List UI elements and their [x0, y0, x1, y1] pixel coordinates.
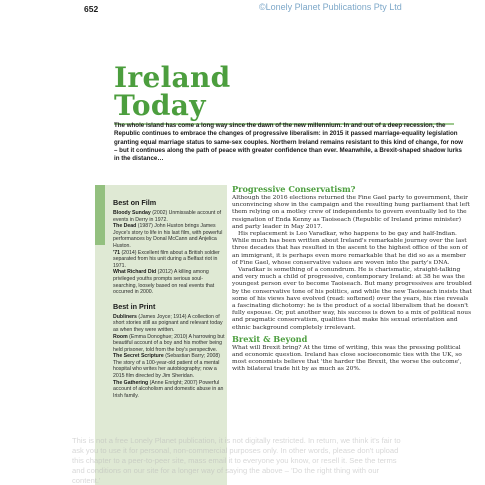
section-heading-brexit: Brexit & Beyond: [232, 333, 308, 344]
chapter-title-line2: Today: [114, 89, 206, 122]
film-entry: [113, 269, 225, 295]
film-title: Bloody Sunday: [113, 210, 151, 216]
best-on-film-heading: Best on Film: [113, 198, 157, 207]
page-number: 652: [84, 4, 99, 14]
book-entry: [113, 314, 225, 334]
article-paragraph: His replacement is Leo Varadkar, who happens to be gay and half-Indian. While much has been written about Ireland's remarkable journey over the last three decades that has resulted in the ascent to the highest office of the son of an immigrant, it is perhaps even more remarkable that he did so as a member of Fine Gael, whose conservative values are woven into the party's DNA.: [232, 231, 468, 266]
copyright-notice: ©Lonely Planet Publications Pty Ltd: [259, 2, 402, 12]
book-description: (Emma Donoghue; 2010) A harrowing but beautiful account of a boy and his mother being held prisoner, told from the boy's perspective.: [113, 333, 225, 353]
book-description: (Anne Enright; 2007) Powerful account of alcoholism and domestic abuse in an Irish family.: [113, 379, 224, 399]
book-title: The Gathering: [113, 379, 149, 386]
chapter-title: [114, 61, 454, 125]
film-entry: [113, 223, 225, 249]
book-description: (James Joyce; 1914) A collection of short stories still as poignant and relevant today as when they were written.: [113, 313, 223, 333]
best-in-print-heading: Best in Print: [113, 301, 156, 311]
section-heading-progressive-conservatism: Progressive Conservatism?: [232, 184, 356, 194]
book-entry: [113, 353, 225, 379]
book-entry: [113, 380, 225, 400]
article-paragraph: Varadkar is something of a conundrum. He is charismatic, straight-talking and very much a child of progressive, contemporary Ireland: at 38 he was the youngest person ever to become Taoiseach. But many progressives are troubled by the conservative tone of his politics, and while the new Taoiseach insists that some of his views have evolved (read: softened) over the years, his rise reveals a fascinating dichotomy: he is the product of a social liberalism that he doesn't fully espouse. Or, put another way, his success is down to a mix of political nous and pragmatic conservatism, qualities that make his sexual orientation and ethnic background completely irrelevant.: [232, 267, 472, 331]
film-title: '71: [113, 249, 121, 256]
main-article: [232, 184, 472, 374]
license-watermark: This is not a free Lonely Planet publication, it is not digitally restricted. In return, we think it's fair to ask you to use it for personal, non-commercial purposes only. In other words, please don't upload this chapter to a peer-to-peer site, mass email it to everyone you know, or resell it. See the terms and conditions on our site for a longer way of saying the above – 'Do the right thing with our content.': [72, 436, 401, 485]
film-entry: [113, 210, 225, 223]
film-entry: [113, 250, 225, 270]
sidebar-accent-bar: [95, 185, 105, 245]
film-description: (1987) John Huston brings James Joyce's story to life in his last film, with powerful performances by Donal McCann and Anjelica Huston.: [113, 223, 223, 249]
film-title: The Dead: [113, 223, 137, 230]
article-paragraph: Although the 2016 elections returned the Fine Gael party to government, their unconvincing show in the campaign and the resulting hung parliament that left them relying on a motley crew of independents to govern eventually led to the resignation of Enda Kenny as Taoiseach (Republic of Ireland prime minister) and party leader in May 2017.: [232, 195, 470, 230]
book-entry: [113, 334, 225, 354]
film-description: (2002) Unmissable account of events in Derry in 1972.: [113, 210, 222, 223]
chapter-title-line1: Ireland: [114, 61, 231, 94]
book-description: (Sebastian Barry; 2008) The story of a 100-year-old patient of a mental hospital who writes her autobiography; now a 2015 film directed by Jim Sheridan.: [113, 353, 220, 380]
book-title: The Secret Scripture: [113, 353, 164, 360]
book-title: Room: [113, 333, 128, 340]
sidebar-content: [113, 198, 225, 399]
film-description: (2014) Excellent film about a British soldier separated from his unit during a Belfast riot in 1971.: [113, 249, 220, 269]
intro-paragraph: The whole island has come a long way since the dawn of the new millennium. In and out of a deep recession, the Republic continues to embrace the changes of progressive liberalism: in 2015 it passed marriage-equality legislation granting equal marriage status to same-sex couples. Northern Ireland remains resistant to this kind of change, for now – but it continues along the path of peace with greater confidence than ever. Meanwhile, a Brexit-shaped shadow lurks in the distance…: [114, 122, 463, 163]
article-paragraph: What will Brexit bring? At the time of writing, this was the pressing political and economic question. Ireland has close socioeconomic ties with the UK, so most economists believe that 'the harder the Brexit, the worse the outcome', with bilateral trade hit by as much as 20%.: [232, 344, 462, 373]
book-title: Dubliners: [113, 313, 137, 320]
film-title: What Richard Did: [113, 269, 157, 276]
film-description: (2012) A killing among privileged youths prompts serious soul-searching, loosely based on real events that occurred in 2000.: [113, 269, 215, 296]
